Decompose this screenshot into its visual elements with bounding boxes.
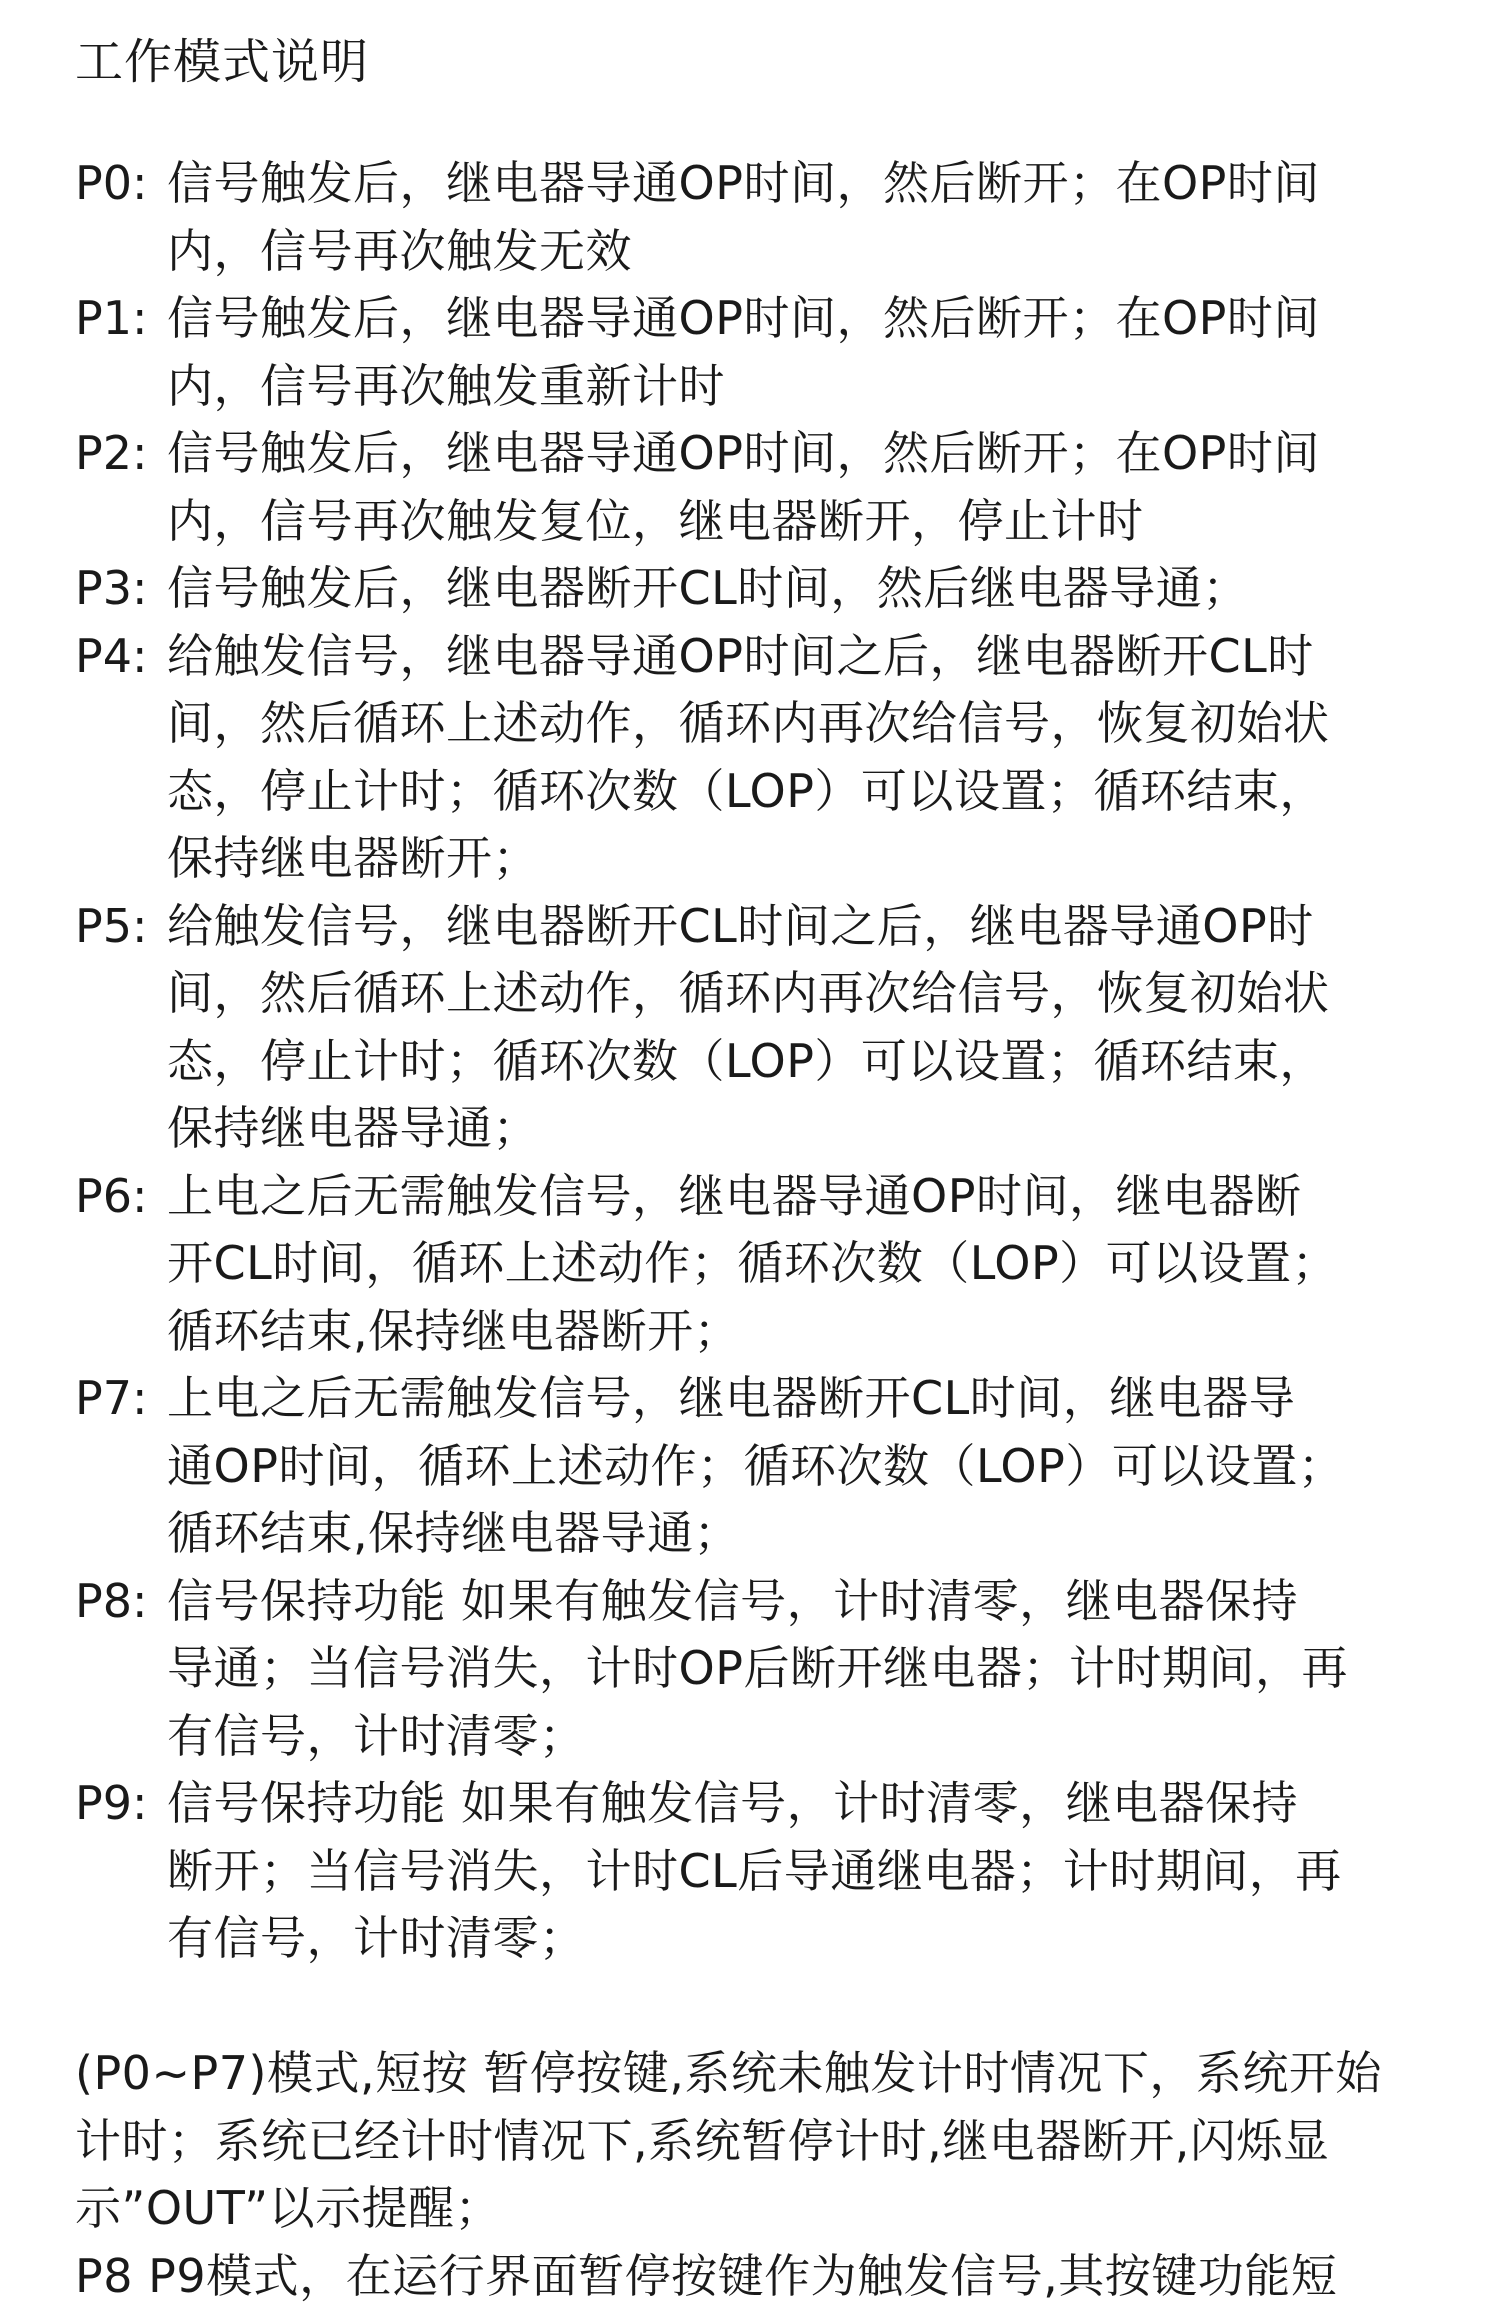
mode-item [75,893,1445,1163]
mode-description-line: 内，信号再次触发复位，继电器断开，停止计时 [167,493,1144,548]
mode-description-line: 循环结束,保持继电器导通； [167,1506,741,1560]
mode-description [167,150,1445,285]
mode-description-line: 有信号，计时清零； [167,1708,586,1763]
mode-description [167,420,1445,555]
mode-description-line: 内，信号再次触发重新计时 [167,358,725,413]
mode-description-line: 保持继电器导通； [167,1101,539,1155]
mode-description [167,1568,1445,1771]
mode-description-line: 内，信号再次触发无效 [167,223,632,278]
mode-description-line: 开CL时间，循环上述动作；循环次数（LOP）可以设置； [167,1236,1339,1290]
mode-description-line: 上电之后无需触发信号，继电器导通OP时间，继电器断 [167,1168,1302,1223]
mode-item [75,420,1445,555]
mode-list [75,150,1445,1973]
mode-description [167,1770,1445,1973]
mode-item [75,150,1445,285]
mode-code: P7: [75,1371,148,1425]
note-line: P8 P9模式，在运行界面暂停按键作为触发信号,其按键功能短 [75,2248,1338,2303]
mode-description [167,1365,1445,1568]
mode-description-line: 通OP时间，循环上述动作；循环次数（LOP）可以设置； [167,1438,1345,1493]
mode-item [75,623,1445,893]
mode-code: P0: [75,156,148,210]
mode-code: P8: [75,1573,148,1628]
mode-description-line: 上电之后无需触发信号，继电器断开CL时间，继电器导 [167,1371,1296,1425]
mode-item [75,1365,1445,1568]
mode-description-line: 保持继电器断开； [167,831,539,885]
mode-description-line: 有信号，计时清零； [167,1911,586,1965]
mode-code: P4: [75,628,148,683]
note-line: 计时；系统已经计时情况下,系统暂停计时,继电器断开,闪烁显 [75,2113,1330,2168]
note-line: (P0~P7)模式,短按 暂停按键,系统未触发计时情况下，系统开始 [75,2046,1382,2100]
note-line: 示”OUT”以示提醒； [75,2181,502,2235]
mode-description-line: 信号保持功能 如果有触发信号，计时清零，继电器保持 [167,1573,1299,1628]
mode-description-line: 给触发信号，继电器导通OP时间之后，继电器断开CL时 [167,628,1314,683]
mode-description-line: 间，然后循环上述动作，循环内再次给信号，恢复初始状 [167,966,1330,1020]
mode-description-line: 给触发信号，继电器断开CL时间之后，继电器导通OP时 [167,898,1314,953]
mode-item [75,1568,1445,1771]
mode-description [167,555,1445,623]
mode-description [167,893,1445,1163]
mode-description-line: 导通；当信号消失，计时OP后断开继电器；计时期间，再 [167,1641,1348,1695]
mode-code: P1: [75,291,148,345]
mode-description-line: 信号触发后，继电器导通OP时间，然后断开；在OP时间 [167,426,1320,480]
mode-code: P3: [75,561,148,615]
mode-description-line: 信号触发后，继电器断开CL时间，然后继电器导通； [167,561,1249,615]
mode-description-line: 信号触发后，继电器导通OP时间，然后断开；在OP时间 [167,291,1320,345]
mode-description [167,285,1445,420]
notes-section [75,2040,1465,2310]
mode-code: P6: [75,1168,148,1223]
mode-description [167,1163,1445,1366]
mode-code: P5: [75,898,148,953]
mode-description-line: 态，停止计时；循环次数（LOP）可以设置；循环结束， [167,1033,1326,1088]
mode-item [75,555,1445,623]
mode-description-line: 断开；当信号消失，计时CL后导通继电器；计时期间，再 [167,1843,1342,1898]
mode-item [75,1770,1445,1973]
mode-description-line: 态，停止计时；循环次数（LOP）可以设置；循环结束， [167,763,1326,818]
mode-description-line: 信号保持功能 如果有触发信号，计时清零，继电器保持 [167,1776,1299,1830]
mode-code: P2: [75,426,148,480]
mode-description-line: 间，然后循环上述动作，循环内再次给信号，恢复初始状 [167,696,1330,750]
mode-description [167,623,1445,893]
mode-item [75,1163,1445,1366]
mode-description-line: 信号触发后，继电器导通OP时间，然后断开；在OP时间 [167,156,1320,210]
mode-description-line: 循环结束,保持继电器断开； [167,1303,741,1358]
page-title: 工作模式说明 [75,34,370,90]
mode-item [75,285,1445,420]
mode-code: P9: [75,1776,148,1830]
